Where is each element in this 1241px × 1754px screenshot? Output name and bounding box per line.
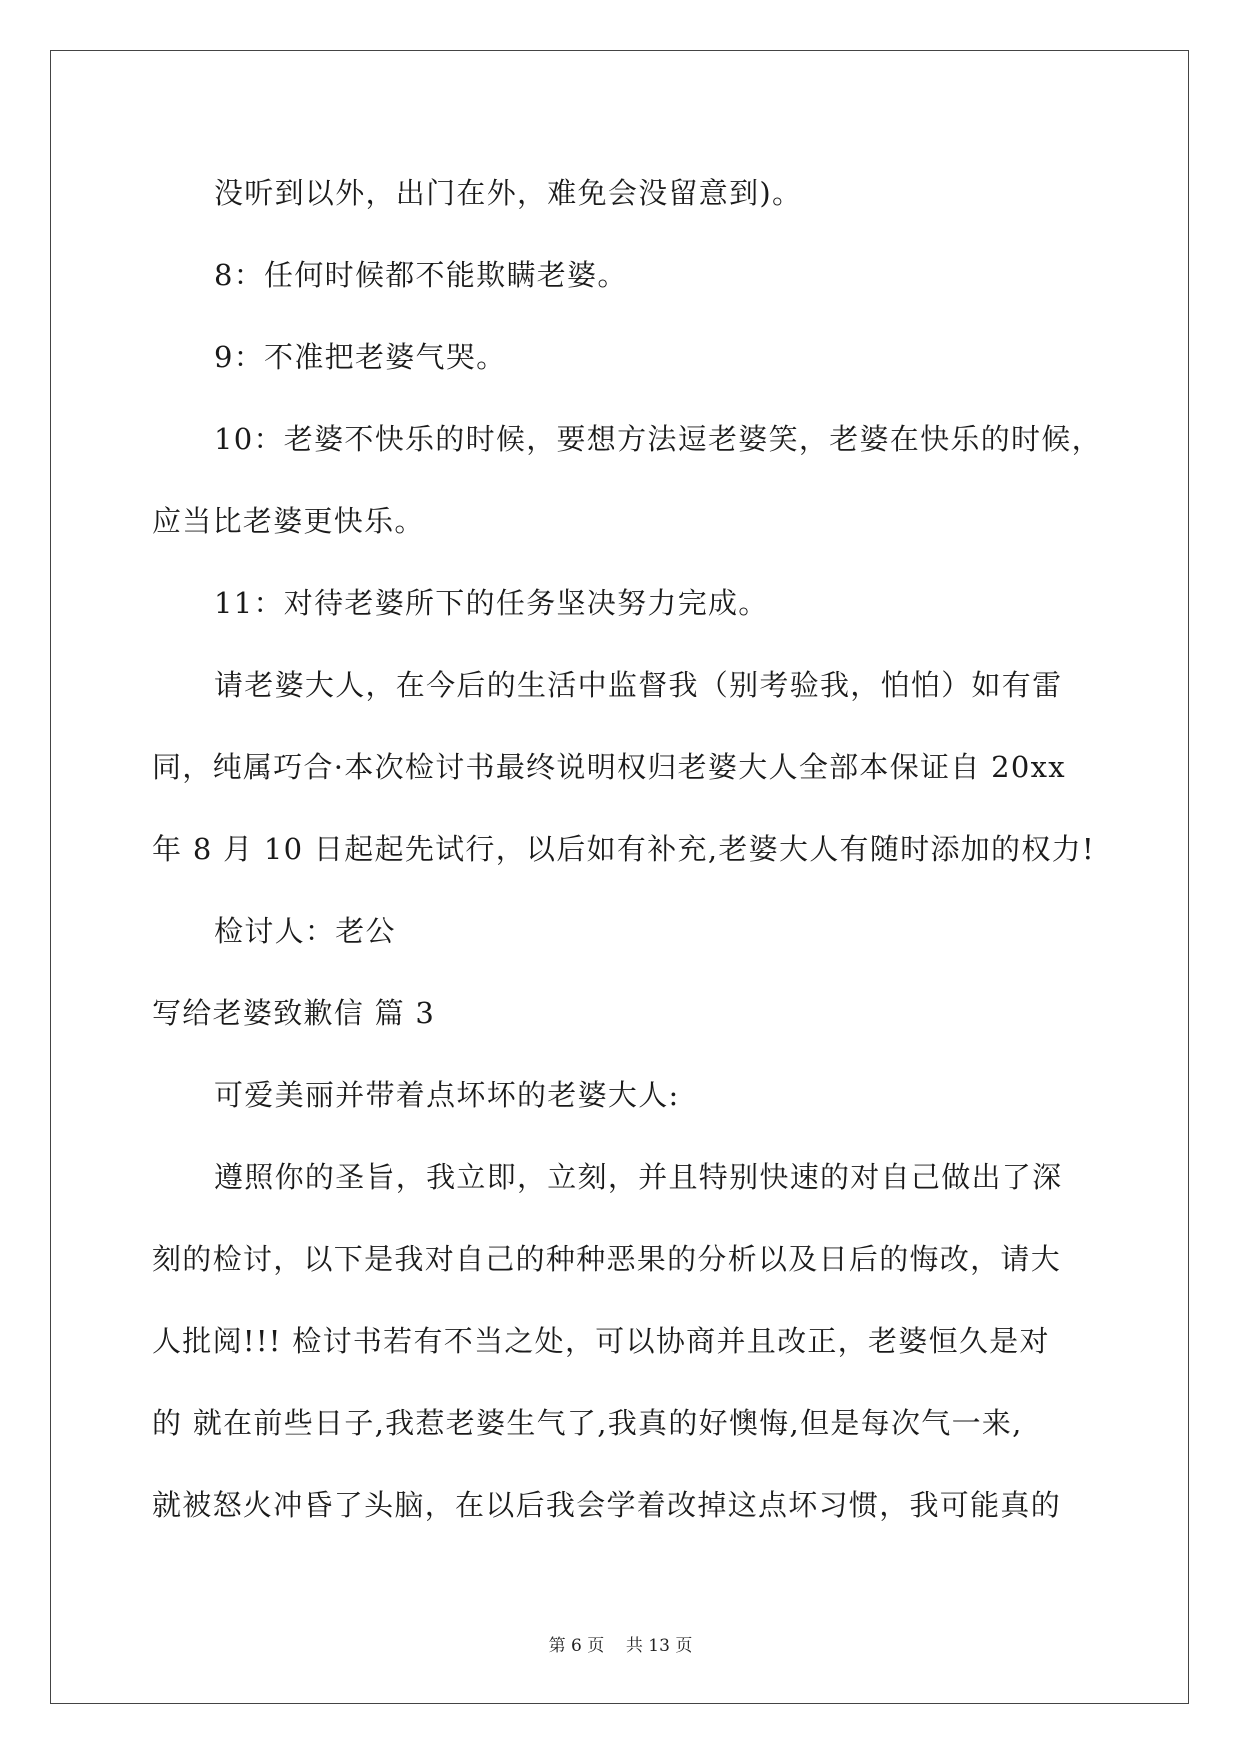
paragraph-line: 同，纯属巧合·本次检讨书最终说明权归老婆大人全部本保证自 20xx xyxy=(152,750,1066,784)
paragraph-line: 没听到以外，出门在外，难免会没留意到)。 xyxy=(214,176,803,210)
list-item-11: 11：对待老婆所下的任务坚决努力完成。 xyxy=(214,586,769,620)
paragraph-line: 遵照你的圣旨，我立即，立刻，并且特别快速的对自己做出了深 xyxy=(214,1160,1063,1194)
paragraph-line: 年 8 月 10 日起起先试行，以后如有补充,老婆大人有随时添加的权力! xyxy=(152,832,1095,866)
salutation: 可爱美丽并带着点坏坏的老婆大人: xyxy=(214,1078,680,1112)
paragraph-line: 的 就在前些日子,我惹老婆生气了,我真的好懊悔,但是每次气一来, xyxy=(152,1406,1023,1440)
list-item-10: 10：老婆不快乐的时候，要想方法逗老婆笑，老婆在快乐的时候， xyxy=(214,422,1102,456)
page-number-footer: 第 6 页 共 13 页 xyxy=(548,1636,693,1656)
page-border xyxy=(50,50,1189,1704)
paragraph-line: 应当比老婆更快乐。 xyxy=(152,504,425,538)
paragraph-line: 请老婆大人，在今后的生活中监督我（别考验我，怕怕）如有雷 xyxy=(214,668,1063,702)
section-heading: 写给老婆致歉信 篇 3 xyxy=(152,996,436,1030)
paragraph-line: 刻的检讨，以下是我对自己的种种恶果的分析以及日后的悔改，请大 xyxy=(152,1242,1062,1276)
list-item-9: 9：不准把老婆气哭。 xyxy=(214,340,507,374)
signature-line: 检讨人：老公 xyxy=(214,914,396,948)
list-item-8: 8：任何时候都不能欺瞒老婆。 xyxy=(214,258,628,292)
paragraph-line: 人批阅!!! 检讨书若有不当之处，可以协商并且改正，老婆恒久是对 xyxy=(152,1324,1050,1358)
paragraph-line: 就被怒火冲昏了头脑，在以后我会学着改掉这点坏习惯，我可能真的 xyxy=(152,1488,1062,1522)
